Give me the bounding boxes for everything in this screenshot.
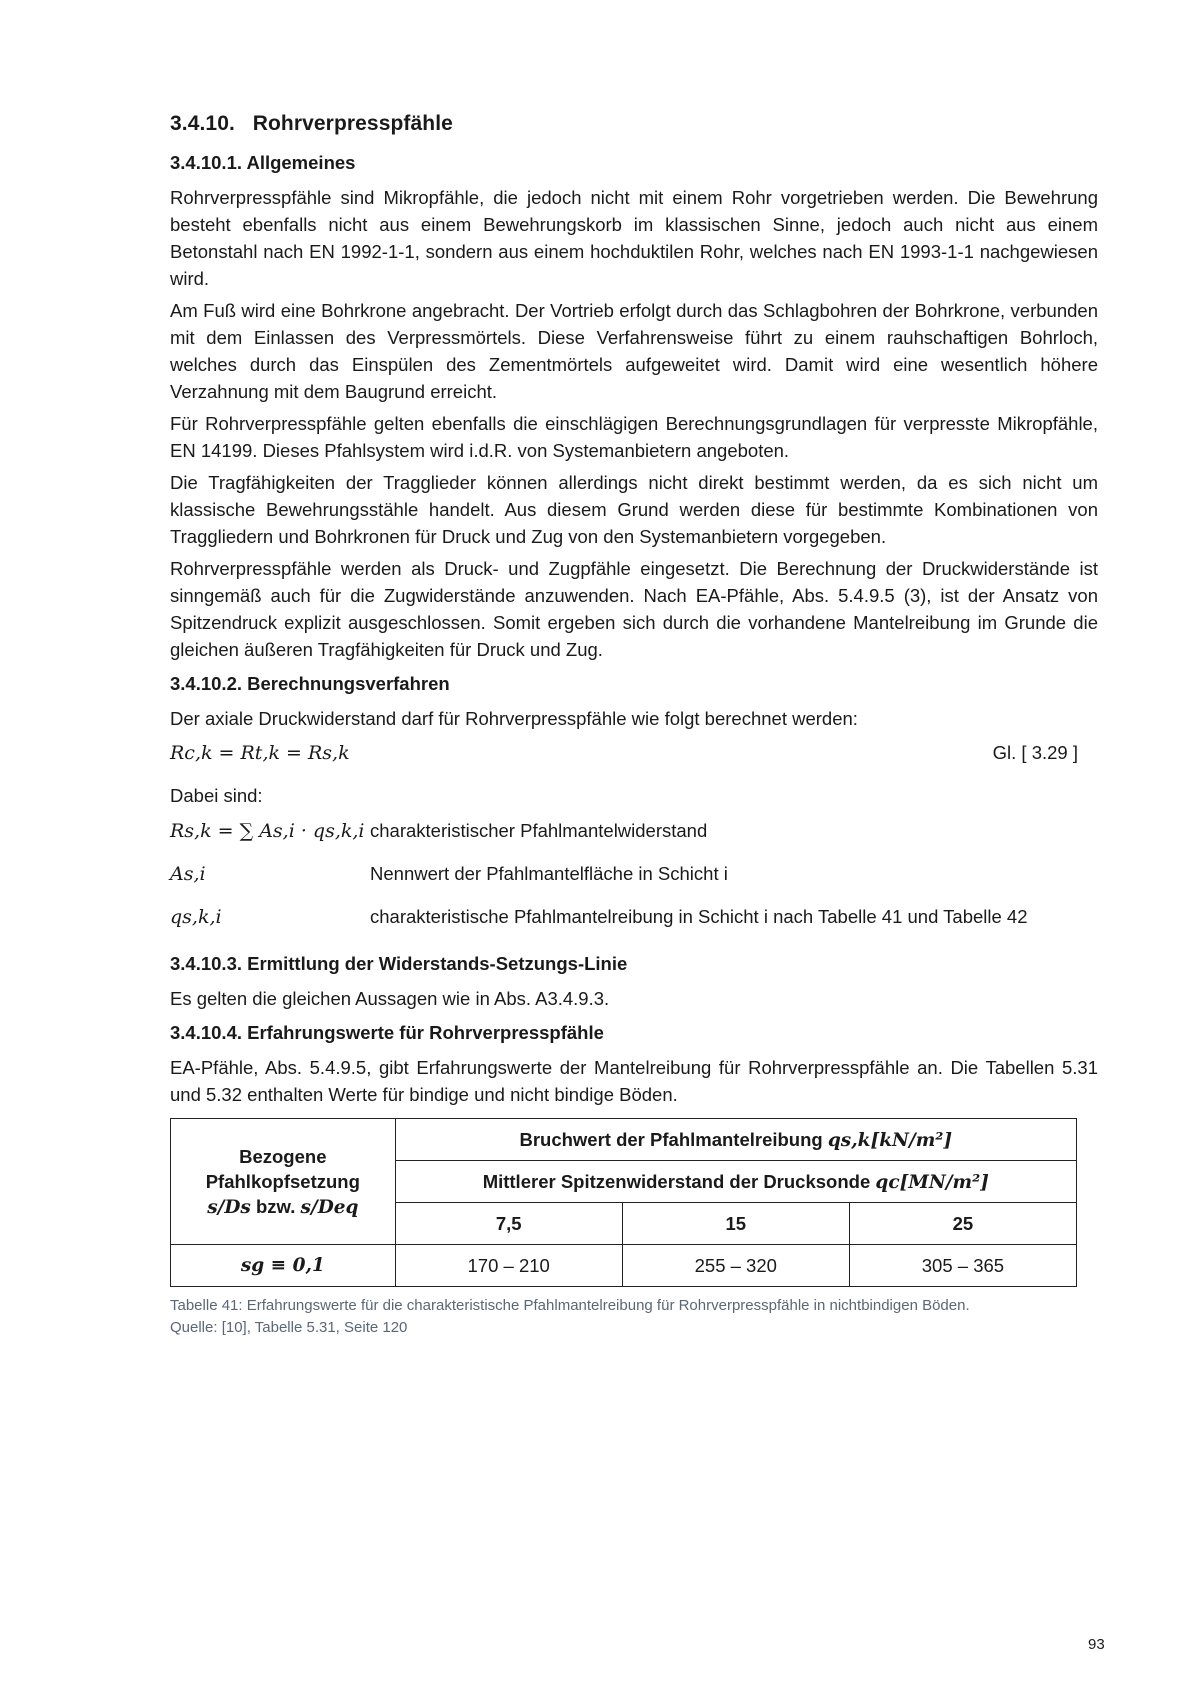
table-header-text: Mittlerer Spitzenwiderstand der Drucksonde — [482, 1170, 871, 1192]
table-header-qc-value: 25 — [849, 1203, 1076, 1245]
table-header-symbol: qc[MN/m²] — [875, 1171, 989, 1193]
caption-line: Tabelle 41: Erfahrungswerte für die charakteristische Pfahlmantelreibung für Rohrverpresspfähle in nichtbindigen Böden. — [170, 1297, 970, 1314]
subsection-heading-allgemeines: 3.4.10.1. Allgemeines — [170, 152, 356, 173]
definition-row — [170, 857, 1098, 900]
page-number: 93 — [1088, 1636, 1105, 1653]
definition-symbol: As,i — [170, 863, 206, 885]
definition-symbol: qs,k,i — [170, 906, 222, 928]
caption-source: Quelle: [10], Tabelle 5.31, Seite 120 — [170, 1319, 408, 1336]
section-number: 3.4.10. — [170, 112, 235, 135]
table-caption — [170, 1295, 1098, 1339]
table-header-symbol: s/Deq — [300, 1196, 359, 1218]
definition-symbol: Rs,k = ∑ As,i · qs,k,i — [170, 820, 365, 842]
definition-row — [170, 900, 1098, 943]
intro-text: Der axiale Druckwiderstand darf für Rohrverpresspfähle wie folgt berechnet werden: — [170, 708, 858, 729]
subsection-heading-ermittlung: 3.4.10.3. Ermittlung der Widerstands-Setzungs-Linie — [170, 953, 628, 974]
definition-text: charakteristischer Pfahlmantelwiderstand — [370, 820, 708, 841]
table-header-symbol: qs,k[kN/m²] — [827, 1129, 953, 1151]
section-heading — [170, 112, 1098, 136]
equation: Rc,k = Rt,k = Rs,k — [170, 742, 350, 764]
paragraph: Rohrverpresspfähle sind Mikropfähle, die jedoch nicht mit einem Rohr vorgetrieben werden. Die Bewehrung besteht ebenfalls nicht aus einem Bewehrungskorb im klassischen Sinne, jedoch auch nicht aus einem Betonstahl nach EN 1992-1-1, sondern aus einem hochduktilen Rohr, welches nach EN 1993-1-1 nachgewiesen wird. — [170, 187, 1098, 289]
subsection-heading-erfahrungswerte: 3.4.10.4. Erfahrungswerte für Rohrverpresspfähle — [170, 1022, 604, 1043]
table-header-bruchwert — [395, 1119, 1076, 1161]
table-header-line — [171, 1194, 395, 1220]
definition-text: charakteristische Pfahlmantelreibung in Schicht i nach Tabelle 41 und Tabelle 42 — [370, 906, 1028, 927]
table-header-settlement — [171, 1119, 396, 1245]
subsection-heading-berechnungsverfahren: 3.4.10.2. Berechnungsverfahren — [170, 673, 450, 694]
table-cell: 255 – 320 — [622, 1245, 849, 1287]
table-cell: 170 – 210 — [395, 1245, 622, 1287]
table-header-line: Pfahlkopfsetzung — [205, 1170, 360, 1192]
table-header-text: Bruchwert der Pfahlmantelreibung — [519, 1128, 823, 1150]
where-label: Dabei sind: — [170, 785, 263, 806]
paragraph: EA-Pfähle, Abs. 5.4.9.5, gibt Erfahrungswerte der Mantelreibung für Rohrverpresspfähle an. Die Tabellen 5.31 und 5.32 enthalten Werte für bindige und nicht bindige Böden. — [170, 1057, 1098, 1105]
paragraph: Die Tragfähigkeiten der Tragglieder können allerdings nicht direkt bestimmt werden, da es sich nicht um klassische Bewehrungsstähle handelt. Aus diesem Grund werden diese für bestimmte Kombinationen von Traggliedern und Bohrkronen für Druck und Zug von den Systemanbietern vorgegeben. — [170, 472, 1098, 547]
paragraph: Am Fuß wird eine Bohrkrone angebracht. Der Vortrieb erfolgt durch das Schlagbohren der Bohrkrone, verbunden mit dem Einlassen des Verpressmörtels. Diese Verfahrensweise führt zu einem rauhschaftigen Bohrloch, welches durch das Einspülen des Zementmörtels aufgeweitet wird. Damit wird eine wesentlich höhere Verzahnung mit dem Baugrund erreicht. — [170, 300, 1098, 402]
table-header-qc-value: 7,5 — [395, 1203, 622, 1245]
equation-number: Gl. [ 3.29 ] — [992, 742, 1078, 763]
paragraph: Für Rohrverpresspfähle gelten ebenfalls die einschlägigen Berechnungsgrundlagen für verpresste Mikropfähle, EN 14199. Dieses Pfahlsystem wird i.d.R. von Systemanbietern angeboten. — [170, 413, 1098, 461]
table-header-spitzenwiderstand — [395, 1161, 1076, 1203]
paragraph: Rohrverpresspfähle werden als Druck- und Zugpfähle eingesetzt. Die Berechnung der Druckwiderstände ist sinngemäß auch für die Zugwiderstände anzuwenden. Nach EA-Pfähle, Abs. 5.4.9.5 (3), ist der Ansatz von Spitzendruck explizit ausgeschlossen. Somit ergeben sich durch die vorhandene Mantelreibung im Grunde die gleichen äußeren Tragfähigkeiten für Druck und Zug. — [170, 558, 1098, 660]
equation-row — [170, 738, 1098, 776]
definition-text: Nennwert der Pfahlmantelfläche in Schicht i — [370, 863, 728, 884]
table-header-line: Bezogene — [239, 1145, 327, 1167]
table-header-qc-value: 15 — [622, 1203, 849, 1245]
table-cell: 305 – 365 — [849, 1245, 1076, 1287]
table-header-symbol: s/Ds — [207, 1196, 251, 1218]
page-content — [170, 112, 1098, 1339]
definition-row — [170, 814, 1098, 857]
paragraph: Es gelten die gleichen Aussagen wie in Abs. A3.4.9.3. — [170, 988, 610, 1009]
section-title: Rohrverpresspfähle — [252, 112, 453, 135]
table-header-word: bzw. — [255, 1195, 296, 1217]
experience-values-table — [170, 1118, 1077, 1287]
table-row-label: sg ≡ 0,1 — [171, 1245, 396, 1287]
